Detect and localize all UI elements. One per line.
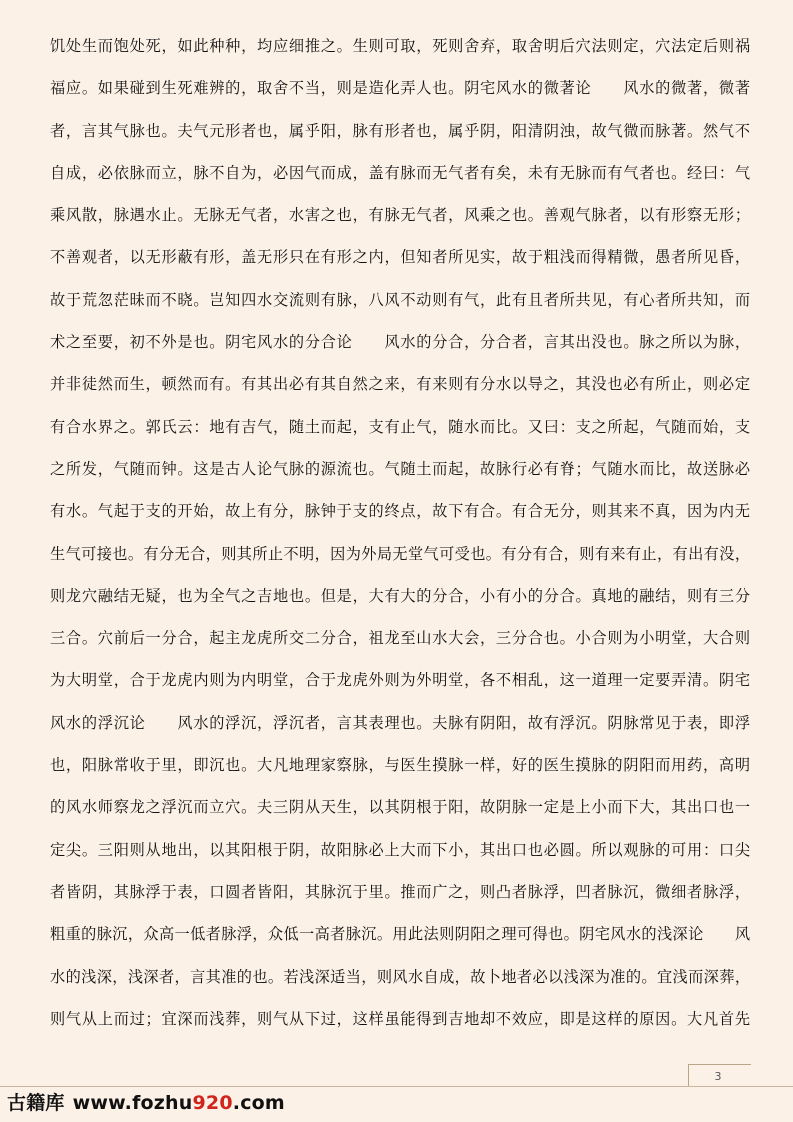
text-line: 粗重的脉沉，众高一低者脉浮，众低一高者脉沉。用此法则阴阳之理可得也。阴宅风水的浅深论 风 bbox=[50, 925, 750, 944]
text-line: 则龙穴融结无疑，也为全气之吉地也。但是，大有大的分合，小有小的分合。真地的融结，则有三分 bbox=[50, 586, 750, 605]
text-line: 也，阳脉常收于里，即沉也。大凡地理家察脉，与医生摸脉一样，好的医生摸脉的阴阳而用药，高明 bbox=[50, 756, 750, 775]
text-line: 乘风散，脉遇水止。无脉无气者，水害之也，有脉无气者，风乘之也。善观气脉者，以有形察无形； bbox=[50, 206, 750, 225]
text-line: 饥处生而饱处死，如此种种，均应细推之。生则可取，死则舍弃，取舍明后穴法则定，穴法定后则祸 bbox=[50, 37, 750, 55]
site-watermark[interactable] bbox=[7, 1089, 285, 1117]
watermark-url-prefix: www.fozhu bbox=[72, 1092, 193, 1114]
text-line: 故于荒忽茫昧而不晓。岂知四水交流则有脉，八风不动则有气，此有且者所共见，有心者所共知，而 bbox=[50, 290, 750, 309]
text-line: 有合水界之。郭氏云：地有吉气，随土而起，支有止气，随水而比。又曰：支之所起，气随而始，支 bbox=[50, 417, 750, 436]
text-line: 则气从上而过；宜深而浅葬，则气从下过，这样虽能得到吉地却不效应，即是这样的原因。大凡首先 bbox=[50, 1009, 750, 1028]
text-line: 定尖。三阳则从地出，以其阳根于阴，故阳脉必上大而下小，其出口也必圆。所以观脉的可用：口尖 bbox=[50, 840, 750, 859]
footer-divider bbox=[0, 1086, 793, 1087]
text-line: 自成，必依脉而立，脉不自为，必因气而成，盖有脉而无气者有矣，未有无脉而有气者也。经曰：气 bbox=[50, 163, 750, 182]
text-line: 不善观者，以无形蔽有形，盖无形只在有形之内，但知者所见实，故于粗浅而得精微，愚者所见昏， bbox=[50, 248, 750, 267]
text-line: 福应。如果碰到生死难辨的，取舍不当，则是造化弄人也。阴宅风水的微著论 风水的微著，微著 bbox=[50, 79, 750, 98]
text-line: 水的浅深，浅深者，言其准的也。若浅深适当，则风水自成，故卜地者必以浅深为准的。宜浅而深葬， bbox=[50, 967, 750, 986]
text-line: 之所发，气随而钟。这是古人论气脉的源流也。气随土而起，故脉行必有脊；气随水而比，故送脉必 bbox=[50, 459, 750, 478]
text-line: 三合。穴前后一分合，起主龙虎所交二分合，祖龙至山水大会，三分合也。小合则为小明堂，大合则 bbox=[50, 629, 750, 648]
text-line: 为大明堂，合于龙虎内则为内明堂，合于龙虎外则为外明堂，各不相乱，这一道理一定要弄清。阴宅 bbox=[50, 671, 750, 690]
text-line: 生气可接也。有分无合，则其所止不明，因为外局无堂气可受也。有分有合，则有来有止，有出有没， bbox=[50, 544, 750, 563]
watermark-url-number: 920 bbox=[192, 1092, 233, 1114]
text-line: 者皆阴，其脉浮于表，口圆者皆阳，其脉沉于里。推而广之，则凸者脉浮，凹者脉沉，微细者脉浮， bbox=[50, 882, 750, 901]
text-line: 并非徒然而生，顿然而有。有其出必有其自然之来，有来则有分水以导之，其没也必有所止，则必定 bbox=[50, 375, 750, 394]
text-line: 风水的浮沉论 风水的浮沉，浮沉者，言其表理也。夫脉有阴阳，故有浮沉。阴脉常见于表，即浮 bbox=[50, 713, 750, 732]
body-text bbox=[50, 25, 750, 1040]
watermark-site-name: 古籍库 bbox=[7, 1092, 65, 1114]
text-line: 有水。气起于支的开始，故上有分，脉钟于支的终点，故下有合。有合无分，则其来不真，因为内无 bbox=[50, 502, 750, 521]
text-line: 者，言其气脉也。夫气元形者也，属乎阳，脉有形者也，属乎阴，阳清阴浊，故气微而脉著。然气不 bbox=[50, 121, 750, 140]
text-line: 术之至要，初不外是也。阴宅风水的分合论 风水的分合，分合者，言其出没也。脉之所以为脉， bbox=[50, 333, 750, 352]
watermark-url-suffix: .com bbox=[232, 1092, 285, 1114]
page-number: 3 bbox=[714, 1070, 722, 1083]
text-line: 的风水师察龙之浮沉而立穴。夫三阴从天生，以其阴根于阳，故阴脉一定是上小而下大，其出口也一 bbox=[50, 798, 750, 817]
